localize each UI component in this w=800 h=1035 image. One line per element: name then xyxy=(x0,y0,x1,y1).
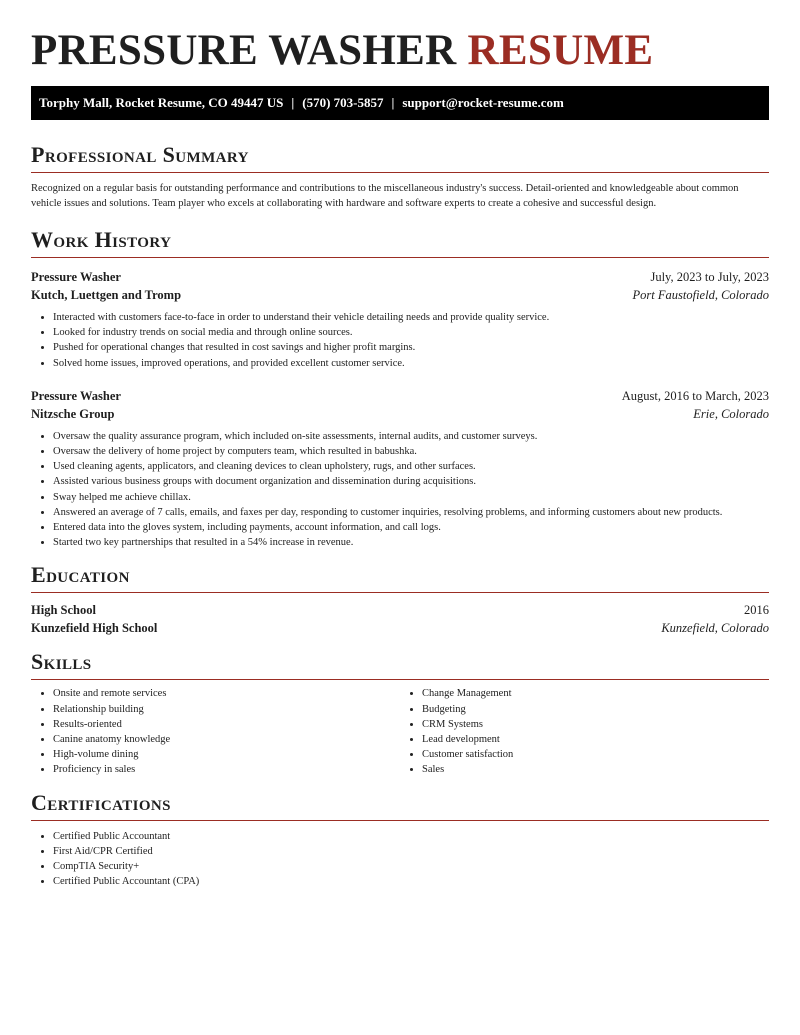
list-item: • Certified Public Accountant xyxy=(53,829,769,844)
job-location: Port Faustofield, Colorado xyxy=(632,288,769,302)
section-heading-certifications: Certifications xyxy=(31,789,171,815)
section-divider xyxy=(31,820,769,821)
list-item: • Looked for industry trends on social media and through online sources. xyxy=(53,325,769,340)
list-item: • Canine anatomy knowledge xyxy=(53,732,400,747)
contact-separator: | xyxy=(291,95,295,110)
section-divider xyxy=(31,592,769,593)
job-dates: July, 2023 to July, 2023 xyxy=(650,270,769,284)
job-header-row xyxy=(31,387,769,405)
list-item: • Budgeting xyxy=(422,702,769,717)
job-dates: August, 2016 to March, 2023 xyxy=(621,388,769,403)
education-header-row xyxy=(31,601,769,619)
education-degree: High School xyxy=(31,603,96,618)
list-item: • Answered an average of 7 calls, emails, and faxes per day, responding to customer inquiries, resolving problems, and informing customers about new products. xyxy=(53,505,769,520)
section-education xyxy=(31,562,769,637)
section-work-history xyxy=(31,227,769,550)
list-item: • Sales xyxy=(422,762,769,777)
list-item: • Oversaw the delivery of home project by computers team, which resulted in babushka. xyxy=(53,444,769,459)
list-item: • CompTIA Security+ xyxy=(53,859,769,874)
job-bullets xyxy=(31,429,769,551)
job-title: Pressure Washer xyxy=(31,270,121,284)
list-item: • Pushed for operational changes that resulted in cost savings and higher profit margins. xyxy=(53,340,769,355)
job-location: Erie, Colorado xyxy=(693,406,769,421)
section-divider xyxy=(31,679,769,680)
education-school-row xyxy=(31,619,769,637)
list-item: • Customer satisfaction xyxy=(422,747,769,762)
job-title: Pressure Washer xyxy=(31,388,121,403)
education-entry xyxy=(31,601,769,637)
list-item: • Solved home issues, improved operations, and provided excellent customer service. xyxy=(53,356,769,371)
job-company-row xyxy=(31,286,769,304)
section-summary xyxy=(31,142,769,211)
list-item: • Started two key partnerships that resulted in a 54% increase in revenue. xyxy=(53,535,769,550)
section-heading-education: Education xyxy=(31,562,130,588)
title-accent: RESUME xyxy=(467,27,654,74)
section-certifications xyxy=(31,790,769,890)
list-item: • Used cleaning agents, applicators, and cleaning devices to clean upholstery, rugs, and other surfaces. xyxy=(53,459,769,474)
list-item: • Onsite and remote services xyxy=(53,686,400,701)
list-item: • Oversaw the quality assurance program, which included on-site assessments, internal audits, and customer surveys. xyxy=(53,429,769,444)
list-item: • Assisted various business groups with document organization and dissemination during acquisitions. xyxy=(53,474,769,489)
skills-list xyxy=(31,686,400,777)
list-item: • First Aid/CPR Certified xyxy=(53,844,769,859)
education-school: Kunzefield High School xyxy=(31,621,158,636)
section-heading-work: Work History xyxy=(31,227,172,252)
section-divider xyxy=(31,172,769,173)
contact-phone: (570) 703-5857 xyxy=(302,95,384,110)
section-heading-skills: Skills xyxy=(31,649,92,675)
list-item: • CRM Systems xyxy=(422,717,769,732)
list-item: • Certified Public Accountant (CPA) xyxy=(53,874,769,889)
section-heading-summary: Professional Summary xyxy=(31,142,249,167)
list-item: • Entered data into the gloves system, including payments, account information, and call logs. xyxy=(53,520,769,535)
job-entry xyxy=(31,268,769,371)
list-item: • Change Management xyxy=(422,686,769,701)
job-company: Kutch, Luettgen and Tromp xyxy=(31,288,182,302)
job-bullets xyxy=(31,310,769,371)
list-item: • Sway helped me achieve chillax. xyxy=(53,490,769,505)
skills-columns xyxy=(31,686,769,777)
certifications-list xyxy=(31,829,769,890)
section-divider xyxy=(31,257,769,258)
contact-address: Torphy Mall, Rocket Resume, CO 49447 US xyxy=(39,95,284,110)
list-item: • Results-oriented xyxy=(53,717,400,732)
resume-title xyxy=(31,28,769,74)
title-main: PRESSURE WASHER xyxy=(31,27,457,74)
education-year: 2016 xyxy=(744,603,769,618)
job-entry xyxy=(31,387,769,551)
contact-email[interactable]: support@rocket-resume.com xyxy=(402,95,564,110)
skills-list xyxy=(400,686,769,777)
job-company: Nitzsche Group xyxy=(31,406,115,421)
contact-bar xyxy=(31,86,769,120)
skills-column-left xyxy=(31,686,400,777)
section-skills xyxy=(31,649,769,777)
summary-text: Recognized on a regular basis for outstanding performance and contributions to the miscellaneous industry's success. Detail-oriented and knowledgeable about common vehicle issues and solutions. Team player who excels at collaborating with hardware and software experts to create a cohesive and successful design. xyxy=(31,183,739,209)
contact-separator: | xyxy=(391,95,395,110)
list-item: • Interacted with customers face-to-face in order to understand their vehicle detailing needs and provide quality service. xyxy=(53,310,769,325)
education-location: Kunzefield, Colorado xyxy=(661,621,769,636)
list-item: • Proficiency in sales xyxy=(53,762,400,777)
list-item: • High-volume dining xyxy=(53,747,400,762)
list-item: • Relationship building xyxy=(53,702,400,717)
job-company-row xyxy=(31,405,769,423)
list-item: • Lead development xyxy=(422,732,769,747)
skills-column-right xyxy=(400,686,769,777)
job-header-row xyxy=(31,268,769,286)
